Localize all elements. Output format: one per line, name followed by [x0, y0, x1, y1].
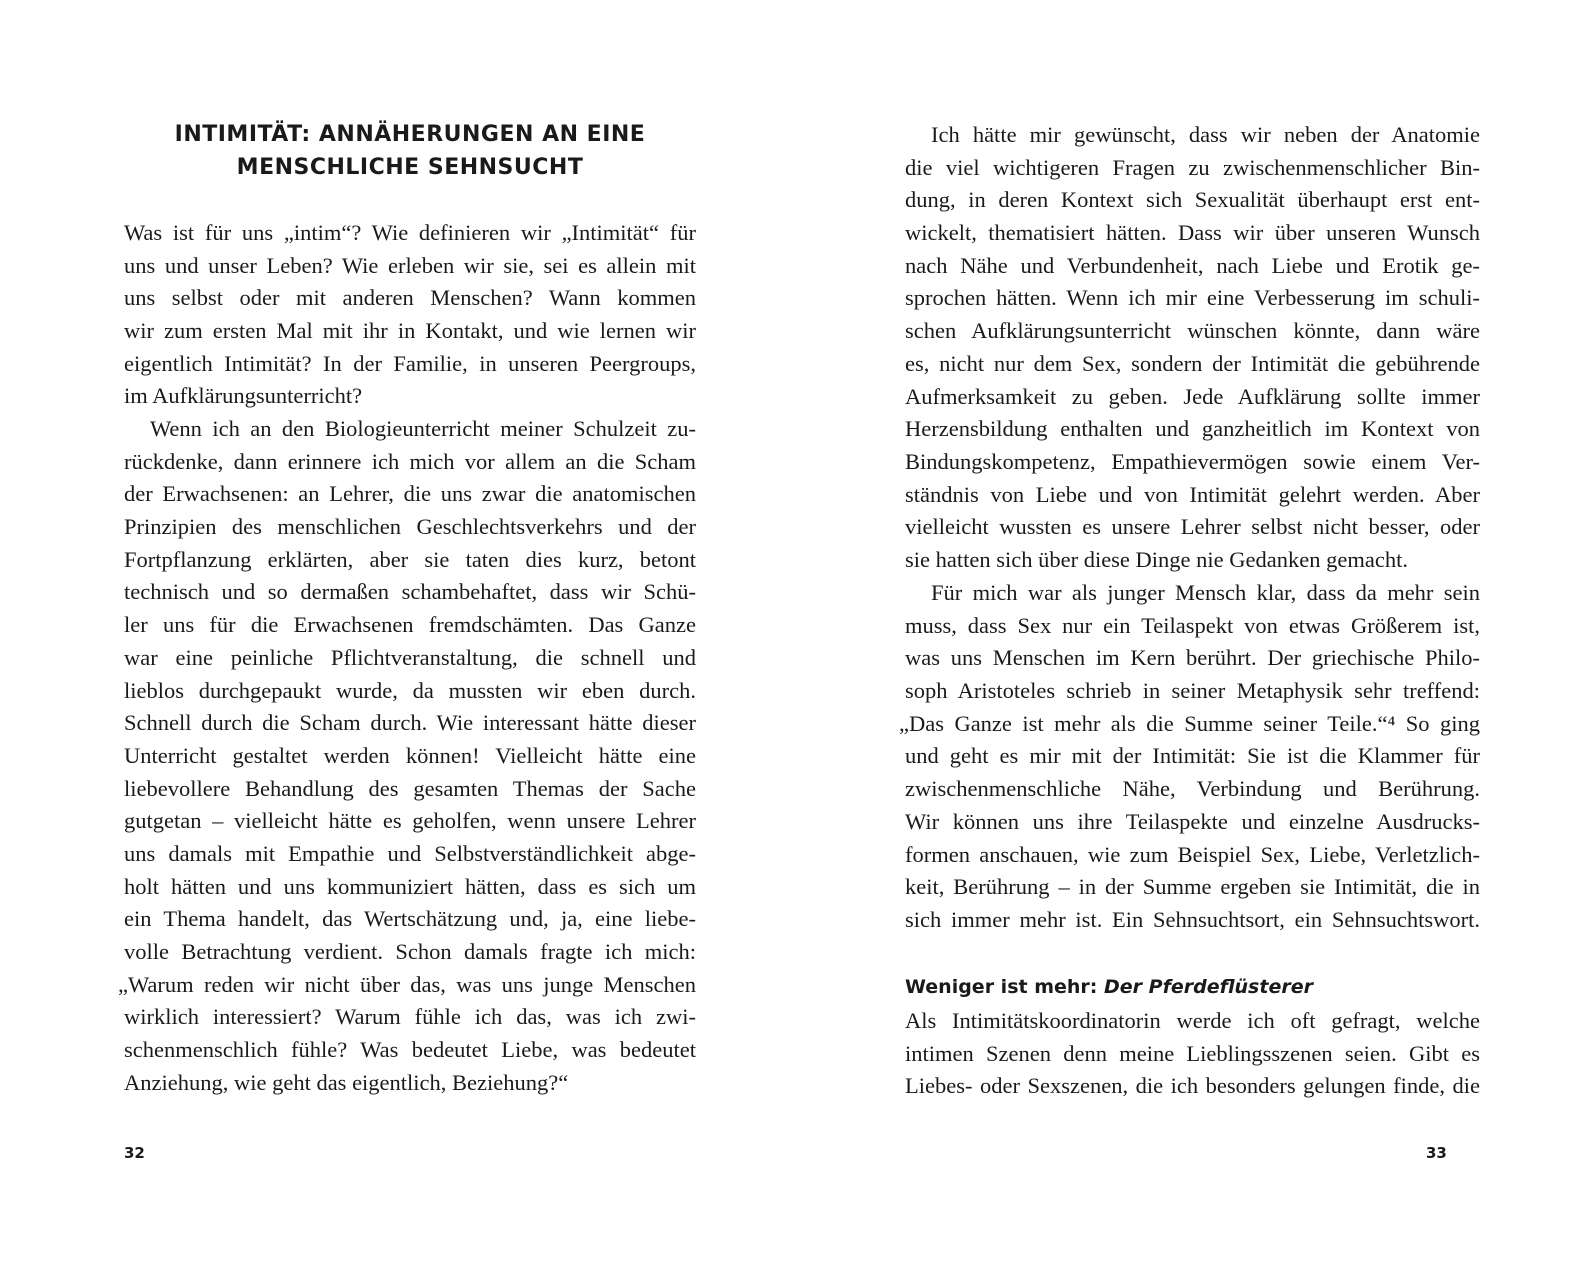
- text-line: Bindungskompetenz, Empathievermögen sowie einem Ver-: [905, 448, 1480, 474]
- text-line: Aufmerksamkeit zu geben. Jede Aufklärung sollte immer: [905, 383, 1480, 409]
- text-line: soph Aristoteles schrieb in seiner Metaphysik sehr treffend:: [905, 678, 1480, 704]
- text-line: uns selbst oder mit anderen Menschen? Wann kommen: [124, 285, 696, 311]
- text-line: uns und unser Leben? Wie erleben wir sie, sei es allein mit: [124, 252, 696, 278]
- text-line: der Erwachsenen: an Lehrer, die uns zwar die anatomischen: [124, 481, 696, 507]
- text-line: Wenn ich an den Biologieunterricht meiner Schulzeit zu-: [150, 416, 696, 441]
- section-subheading: [905, 972, 1313, 1002]
- text-line: Für mich war als junger Mensch klar, dass da mehr sein: [931, 580, 1480, 605]
- text-line: formen anschauen, wie zum Beispiel Sex, Liebe, Verletzlich-: [905, 841, 1480, 867]
- text-line: muss, dass Sex nur ein Teilaspekt von etwas Größerem ist,: [905, 612, 1480, 638]
- text-line: gutgetan – vielleicht hätte es geholfen, wenn unsere Lehrer: [124, 808, 696, 834]
- text-line: war eine peinliche Pflichtveranstaltung, die schnell und: [124, 644, 696, 670]
- text-line: Schnell durch die Scham durch. Wie interessant hätte dieser: [124, 710, 696, 736]
- right-paragraph-2: [899, 577, 1480, 937]
- heading-line: INTIMITÄT: ANNÄHERUNGEN AN EINE: [174, 122, 646, 147]
- text-line: „Das Ganze ist mehr als die Summe seiner Teile.“⁴ So ging: [899, 710, 1480, 736]
- text-line: Als Intimitätskoordinatorin werde ich oft gefragt, welche: [905, 1008, 1480, 1033]
- text-line: technisch und so dermaßen schambehaftet, dass wir Schü-: [124, 579, 696, 605]
- text-line: sprochen hätten. Wenn ich mir eine Verbesserung im schuli-: [905, 285, 1480, 311]
- text-line: volle Betrachtung verdient. Schon damals fragte ich mich:: [124, 939, 696, 964]
- text-line: rückdenke, dann erinnere ich mich vor allem an die Scham: [124, 448, 696, 474]
- text-line: Was ist für uns „intim“? Wie definieren wir „Intimität“ für: [124, 220, 696, 245]
- text-line: Prinzipien des menschlichen Geschlechtsverkehrs und der: [124, 514, 696, 540]
- text-line: Ich hätte mir gewünscht, dass wir neben der Anatomie: [931, 122, 1480, 147]
- text-line: schenmenschlich fühle? Was bedeutet Liebe, was bedeutet: [124, 1037, 696, 1063]
- text-line: Herzensbildung enthalten und ganzheitlich im Kontext von: [905, 416, 1480, 442]
- text-line: keit, Berührung – in der Summe ergeben sie Intimität, die in: [905, 874, 1480, 900]
- text-line: und geht es mir mit der Intimität: Sie ist die Klammer für: [905, 743, 1480, 769]
- text-line: wir zum ersten Mal mit ihr in Kontakt, und wie lernen wir: [124, 318, 696, 344]
- text-line: schen Aufklärungsunterricht wünschen könnte, dann wäre: [905, 318, 1480, 344]
- text-line: „Warum reden wir nicht über das, was uns junge Menschen: [118, 971, 696, 997]
- text-line: ein Thema handelt, das Wertschätzung und, ja, eine liebe-: [124, 906, 696, 932]
- text-line: die viel wichtigeren Fragen zu zwischenmenschlicher Bin-: [905, 154, 1480, 180]
- text-line: intimen Szenen denn meine Lieblingsszenen seien. Gibt es: [905, 1040, 1480, 1066]
- text-line: wirklich interessiert? Warum fühle ich das, was ich zwi-: [124, 1004, 696, 1030]
- text-line: nach Nähe und Verbundenheit, nach Liebe und Erotik ge-: [905, 252, 1480, 278]
- text-line: Liebes- oder Sexszenen, die ich besonders gelungen finde, die: [905, 1073, 1480, 1099]
- text-line: ständnis von Liebe und von Intimität gelehrt werden. Aber: [905, 481, 1480, 507]
- text-line: lieblos durchgepaukt wurde, da mussten wir eben durch.: [124, 677, 696, 703]
- right-paragraph-3: [905, 1005, 1480, 1103]
- text-line: Anziehung, wie geht das eigentlich, Beziehung?“: [124, 1069, 569, 1095]
- text-line: sie hatten sich über diese Dinge nie Gedanken gemacht.: [905, 546, 1408, 572]
- text-line: sich immer mehr ist. Ein Sehnsuchtsort, ein Sehnsuchtswort.: [905, 906, 1480, 932]
- text-line: uns damals mit Empathie und Selbstverständlichkeit abge-: [124, 840, 696, 866]
- text-line: eigentlich Intimität? In der Familie, in unseren Peergroups,: [124, 350, 696, 376]
- page-number: 33: [1426, 1144, 1447, 1162]
- page-number: 32: [124, 1144, 145, 1162]
- subheading-title: Der Pferdeflüsterer: [1104, 976, 1313, 998]
- text-line: was uns Menschen im Kern berührt. Der griechische Philo-: [905, 645, 1480, 671]
- heading-line: MENSCHLICHE SEHNSUCHT: [236, 155, 584, 180]
- text-line: dung, in deren Kontext sich Sexualität überhaupt erst ent-: [905, 187, 1480, 213]
- subheading-lead: Weniger ist mehr:: [905, 976, 1104, 998]
- text-line: wickelt, thematisiert hätten. Dass wir über unseren Wunsch: [905, 220, 1480, 246]
- text-line: ler uns für die Erwachsenen fremdschämten. Das Ganze: [124, 612, 696, 638]
- text-line: Unterricht gestaltet werden können! Vielleicht hätte eine: [124, 742, 696, 768]
- text-line: es, nicht nur dem Sex, sondern der Intimität die gebührende: [905, 350, 1480, 376]
- text-line: Fortpflanzung erklärten, aber sie taten dies kurz, betont: [124, 546, 696, 572]
- text-line: im Aufklärungsunterricht?: [124, 383, 363, 409]
- text-line: holt hätten und uns kommuniziert hätten, dass es sich um: [124, 873, 696, 899]
- text-line: Wir können uns ihre Teilaspekte und einzelne Ausdrucks-: [905, 808, 1480, 834]
- text-line: liebevollere Behandlung des gesamten Themas der Sache: [124, 775, 696, 801]
- text-line: zwischenmenschliche Nähe, Verbindung und Berührung.: [905, 776, 1480, 802]
- right-paragraph-1: [905, 119, 1480, 577]
- text-line: vielleicht wussten es unsere Lehrer selbst nicht besser, oder: [905, 514, 1480, 540]
